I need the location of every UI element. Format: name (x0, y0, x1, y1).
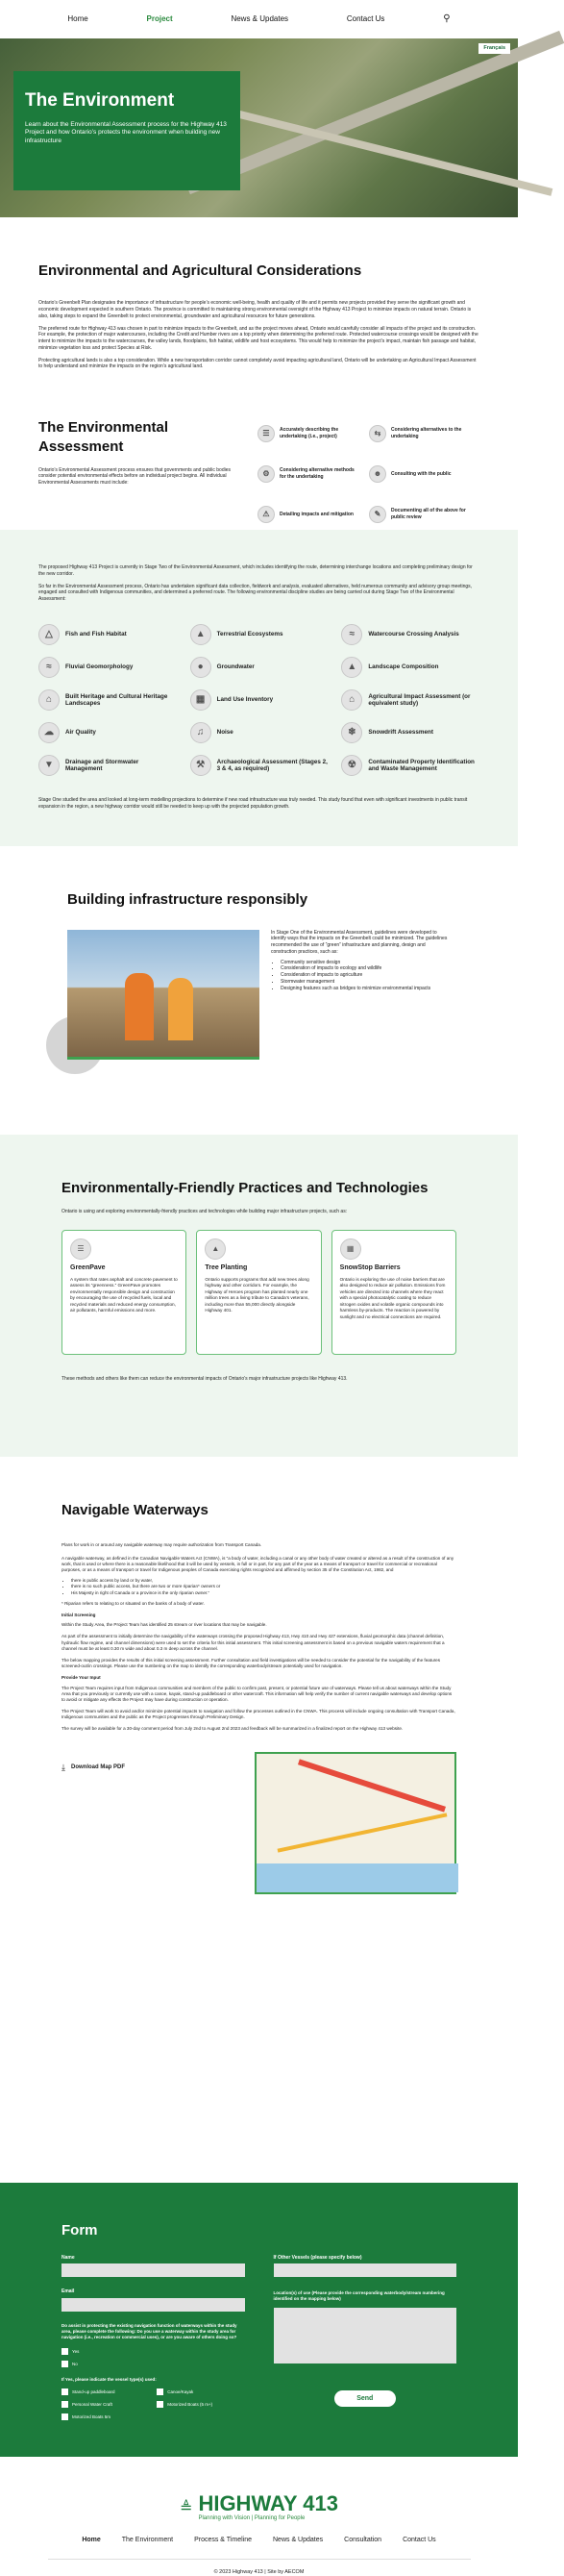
vessel-label: Canoe/Kayak (167, 2388, 194, 2394)
people-icon: ☻ (369, 465, 386, 483)
footer-logo[interactable] (0, 2493, 518, 2522)
vessel-option[interactable] (61, 2388, 149, 2395)
discipline-label: Snowdrift Assessment (368, 729, 433, 737)
waterways-p6: The Project Team will work to avoid and/or minimize potential impacts to navigation and follow the processes outlined in the CNWA. This process will include ongoing consultation with Transport Canada, Indigenous communities and the public as the Project progresses through Preliminary Design. (61, 1709, 455, 1720)
download-icon: ⤓ (61, 1762, 65, 1772)
ea-title: The Environmental Assessment (38, 419, 169, 456)
waterways-section (0, 1457, 518, 2183)
waterways-p1: A navigable waterway, as defined in the Canadian Navigable Waters Act (CNWA), is “a body of water, including a canal or any other body of water created or altered as a result of the construction of any work, that is used or where there is a reasonable likelihood that it will be used by vessels, in full or in part, for any part of the year as a means of transport or travel for commercial or recreational purposes, or as a means of transport or travel for Indigenous peoples of Canada exercising rights recognized and affirmed by section 35 of the Constitution Act, 1982, and (61, 1555, 454, 1573)
building-bullet: • Consideration of impacts to agriculture (281, 972, 451, 979)
discipline-label: Fish and Fish Habitat (65, 631, 127, 638)
vessel-checkbox[interactable] (157, 2401, 163, 2408)
discipline-item (190, 755, 329, 776)
hero-subtitle: Learn about the Environmental Assessment process for the Highway 413 Project and how Ontario’s protects the environment when building new infrastructure (25, 120, 227, 144)
eco-outro: These methods and others like them can reduce the environmental impacts of Ontario’s major infrastructure projects like Highway 413. (61, 1376, 348, 1383)
landscape-icon: ▲ (341, 657, 362, 678)
building-section (0, 846, 518, 1135)
ea-item (369, 459, 473, 489)
env-ag-title: Environmental and Agricultural Considerations (38, 263, 362, 279)
ea-item (369, 499, 473, 530)
discipline-label: Watercourse Crossing Analysis (368, 631, 459, 638)
vessel-question: If Yes, please indicate the vessel type(s) used: (61, 2377, 157, 2383)
vessel-label: Motorized Boats (5 m+) (167, 2401, 213, 2407)
discipline-item (341, 755, 479, 776)
discipline-item (38, 624, 177, 645)
waterways-p7: The survey will be available for a 30-day comment period from July 2nd to August 2nd 2023 and feedback will be summarized in a finalized report on the Highway 413 website. (61, 1726, 404, 1732)
no-option[interactable] (61, 2361, 245, 2367)
heritage-icon: ⌂ (38, 689, 60, 711)
download-map-link[interactable] (61, 1762, 125, 1773)
hero-banner (0, 38, 518, 217)
ea-item (369, 418, 473, 449)
impacts-icon: ⚠ (257, 506, 275, 523)
eco-cards (61, 1230, 456, 1355)
waterways-p4: The below mapping provides the results of this initial screening assessment. Further consultation and field investigations will be needed to consider the potential for the navigability of the features screened-out/in crossings. Please use the numbering on the map to identify the corresponding waterbody/stream potentially used for navigation. (61, 1657, 441, 1669)
waterways-bullet: • there is public access by land or by water, (71, 1578, 456, 1584)
building-bullet: • Consideration of impacts to ecology and wildlife (281, 965, 451, 972)
navigation-question: Do assist in protecting the existing navigation function of waterways within the study area, please complete the following: Do you use a waterway within the study area for navigation (i.e., recreation or commercial uses), or are you aware of others doing so? (61, 2323, 237, 2340)
top-nav (0, 0, 518, 38)
vessel-label: Stand-up paddleboard (72, 2388, 115, 2394)
no-checkbox[interactable] (61, 2361, 68, 2367)
vessel-label: Motorized Boats 5m (72, 2413, 111, 2419)
discipline-label: Noise (216, 729, 233, 737)
riparian-note: * Riparian refers to relating to or situated on the banks of a body of water. (61, 1600, 205, 1606)
waterways-p3: As part of the assessment to initially determine the navigability of the waterways crossing the proposed Highway 413, Hwy 410 and Hwy 427 extensions, fluvial geomorphic data (channel definition, hydraulic flow regime, and channel dimensions) were used to set the criteria for this initial assessment. This initial screening assessment is based on a previous navigable waters requirement that a channel must be at least 0.30 m wide and about 0.3 m deep across the channel. (61, 1634, 445, 1651)
page-title: The Environment (25, 90, 175, 111)
other-vessels-label: If Other Vessels (please specify below) (273, 2254, 362, 2261)
footer-contact[interactable]: Contact Us (403, 2537, 436, 2544)
discipline-item (341, 657, 479, 678)
drain-icon: ▼ (38, 755, 60, 776)
report-icon: ✎ (369, 506, 386, 523)
eco-intro: Ontario is using and exploring environmentally-friendly practices and technologies while building major infrastructure projects, such as: (61, 1208, 348, 1214)
footer-environment[interactable]: The Environment (121, 2537, 174, 2544)
footer (0, 2457, 518, 2576)
yes-checkbox[interactable] (61, 2348, 68, 2355)
discipline-grid (38, 624, 479, 776)
smogstop-card (331, 1230, 456, 1355)
ea-item-label: Consulting with the public (391, 470, 452, 477)
discipline-label: Landscape Composition (368, 663, 439, 671)
waterways-bullet: • there is no such public access, but there are two or more riparian* owners or (71, 1584, 456, 1589)
copyright: © 2023 Highway 413 | Site by AECOM (213, 2568, 305, 2575)
discipline-label: Built Heritage and Cultural Heritage Landscapes (65, 692, 168, 707)
footer-home[interactable]: Home (82, 2537, 101, 2544)
ea-item (257, 459, 361, 489)
vessel-option[interactable] (61, 2413, 149, 2420)
noise-icon: ♫ (190, 722, 211, 743)
name-label: Name (61, 2254, 75, 2261)
discipline-item (341, 624, 479, 645)
vessel-option[interactable] (157, 2388, 244, 2395)
ea-item-label: Documenting all of the above for public review (391, 508, 466, 520)
footer-news[interactable]: News & Updates (273, 2537, 324, 2544)
discipline-item (190, 624, 329, 645)
droplet-icon: ● (190, 657, 211, 678)
yes-option[interactable] (61, 2348, 245, 2355)
discipline-item (190, 722, 329, 743)
building-title: Building infrastructure responsibly (67, 891, 308, 909)
construction-workers-image (67, 930, 259, 1060)
discipline-item (341, 722, 479, 743)
document-icon: ☰ (257, 425, 275, 442)
discipline-item (38, 755, 177, 776)
env-ag-section (0, 217, 518, 370)
discipline-item (38, 689, 177, 711)
shovel-icon: ⚒ (190, 755, 211, 776)
ea-item-label: Accurately describing the undertaking (i.e., project) (280, 427, 339, 439)
language-toggle[interactable]: Français (478, 43, 510, 54)
card-text: Ontario is exploring the use of noise barriers that are also designed to reduce air pollution. Emissions from vehicles are directed into channels where they react with a special photocatalytic coating to reduce nitrogen oxides and volatile organic compounds into harmless by-products. The reaction is powered by sunlight and no electrical connections are required. (339, 1276, 446, 1319)
building-bullet: • Designing features such as bridges to minimize environmental impacts (281, 986, 451, 992)
no-label: No (72, 2361, 78, 2366)
tree-icon: ▲ (190, 624, 211, 645)
discipline-item (190, 657, 329, 678)
stage-p1: The proposed Highway 413 Project is currently in Stage Two of the Environmental Assessment, which includes identifying the route, determining interchange locations and completing preliminary design for the new corridor. (38, 564, 473, 577)
vessel-checkbox[interactable] (157, 2388, 163, 2395)
discipline-label: Land Use Inventory (216, 696, 274, 704)
barrier-icon: ▦ (340, 1238, 361, 1260)
provide-input-heading: Provide Your Input (61, 1675, 101, 1681)
alternatives-icon: ⇆ (369, 425, 386, 442)
other-vessels-field[interactable] (274, 2263, 457, 2277)
building-bullet: • Stormwater management (281, 979, 451, 986)
send-button[interactable]: Send (334, 2390, 396, 2407)
cloud-icon: ☁ (38, 722, 60, 743)
highway-logo-icon: ≜ (180, 2499, 193, 2516)
search-icon[interactable]: ⚲ (443, 13, 451, 25)
ea-requirements (257, 418, 473, 530)
building-intro: In Stage One of the Environmental Assessment, guidelines were developed to identify ways that the impacts on the Greenbelt could be minimized. The guidelines recommended the use of “green” infrastructure and planning, design and construction practices, such as: (271, 929, 448, 955)
vessel-checkbox[interactable] (61, 2413, 68, 2420)
waterways-p0: Plans for work in or around any navigable waterway may require authorization from Transport Canada. (61, 1541, 262, 1547)
barn-icon: ⌂ (341, 689, 362, 711)
vessel-option[interactable] (157, 2401, 244, 2408)
form-section (0, 2183, 518, 2457)
waterways-title: Navigable Waterways (61, 1502, 208, 1519)
road-icon: ☰ (70, 1238, 91, 1260)
nav-contact[interactable]: Contact Us (346, 13, 385, 23)
card-text: Ontario supports programs that add new trees along highway and other corridors. For example, the Highway of Heroes program has planted nearly one million trees as a living tribute to Canada’s veterans, including more than 55,000 directly alongside Highway 401. (205, 1276, 309, 1313)
greenpave-card (61, 1230, 186, 1355)
lake-area (257, 1863, 458, 1892)
env-ag-p3: Protecting agricultural lands is also a top consideration. While a new transportation corridor cannot completely avoid impacting agricultural land, Ontario will be undertaking an Agricultural Impact Assessment to help understand and minimize the impacts on the region’s agricultural land. (38, 357, 477, 370)
discipline-item (38, 722, 177, 743)
name-field[interactable] (61, 2263, 245, 2277)
waterways-map[interactable] (255, 1752, 456, 1894)
discipline-item (38, 657, 177, 678)
land-use-icon: ▦ (190, 689, 211, 711)
discipline-label: Contaminated Property Identification and Waste Management (368, 758, 475, 772)
hero-card (13, 71, 240, 190)
vessel-option[interactable] (61, 2401, 149, 2408)
discipline-item (341, 689, 479, 711)
stage-p3: Stage One studied the area and looked at long-term modelling projections to determine if new road infrastructure was truly needed. This study found that even with significant investments in public transit expansion in the region, a new highway corridor would still be needed to keep up with the projected population growth. (38, 796, 468, 810)
worker-figure (168, 978, 193, 1040)
discipline-label: Air Quality (65, 729, 96, 737)
vessel-options (61, 2388, 245, 2426)
discipline-item (190, 689, 329, 711)
fish-icon: △ (38, 624, 60, 645)
logo-text: HIGHWAY 413 (198, 2491, 338, 2516)
download-label: Download Map PDF (70, 1763, 125, 1770)
email-label: Email (61, 2288, 75, 2295)
location-label: Location(s) of use (Please provide the corresponding waterbody/stream numbering identified on the mapping below) (273, 2290, 445, 2302)
ea-desc: Ontario’s Environmental Assessment process ensures that governments and public bodies consider potential environmental effects before an individual project begins. All individual Environmental Assessments must include: (38, 466, 232, 486)
waterways-p2: Within the Study Area, the Project Team has identified 25 stream or river locations that may be navigable. (61, 1622, 267, 1628)
nav-home[interactable]: Home (67, 13, 88, 23)
logo-tagline: Planning with Vision | Planning for People (198, 2515, 306, 2522)
card-title: SnowStop Barriers (339, 1264, 401, 1272)
river-icon: ≈ (38, 657, 60, 678)
vessel-checkbox[interactable] (61, 2401, 68, 2408)
ea-item-label: Considering alternatives to the undertaking (391, 427, 462, 439)
nav-news[interactable]: News & Updates (231, 13, 289, 23)
worker-figure (125, 973, 154, 1040)
env-ag-p2: The preferred route for Highway 413 was chosen in part to minimize impacts to the Greenbelt, and as the project moves ahead, Ontario would carefully consider all impacts of the project and its construction. For example, the protection of major watercourses, including the Credit and Humber rivers are a top priority when determining the preferred route. Protected watercourse crossings would be designed with the intent to minimize the impacts to the watercourses, the valley lands, floodplains, fish habitat, wildlife and host ecosystems. This would help to minimize the project’s impact, maintain fish passage and habitat, minimize vegetation loss and protect Species at Risk. (38, 325, 478, 351)
discipline-label: Drainage and Stormwater Management (65, 758, 139, 772)
ea-item (257, 499, 361, 530)
waterways-bullet: • His Majesty in right of Canada or a province is the only riparian owner.” (71, 1590, 456, 1596)
email-field[interactable] (61, 2298, 245, 2312)
tree-icon: ▲ (205, 1238, 226, 1260)
ea-section (0, 376, 518, 530)
card-title: Tree Planting (205, 1264, 248, 1272)
footer-nav (0, 2536, 518, 2544)
discipline-label: Archaeological Assessment (Stages 2, 3 & 4, as required) (216, 758, 328, 772)
nav-project[interactable]: Project (146, 13, 173, 23)
snowflake-icon: ❄ (341, 722, 362, 743)
discipline-label: Groundwater (216, 663, 255, 671)
location-textarea[interactable] (274, 2308, 457, 2363)
waterways-p5: The Project Team requires input from Indigenous communities and members of the public to confirm past, present, or potential future use of waterways. Please tell us about waterways within the Study Area that you previously or currently use with a canoe, kayak, stand-up paddleboard or other watercraft. This information will help verify the number of current navigable waterways and develop options to avoid or mitigate any effects the Project may have during construction or operation. (61, 1685, 453, 1702)
ea-item (257, 418, 361, 449)
discipline-label: Terrestrial Ecosystems (216, 631, 283, 638)
stage-p2: So far in the Environmental Assessment process, Ontario has undertaken significant data collection, fieldwork and analysis, evaluated alternatives, held numerous community and advisory group meetings, engaged and consulted with Indigenous communities, and determined a preferred route. The following environmental discipline studies are being carried out during Stage Two of the Environmental Assessment: (38, 583, 473, 602)
card-text: A system that rates asphalt and concrete pavement to assess its “greenness.” GreenPave promotes environmentally responsible design and construction by encouraging the use of recycled fuels, local and recycled materials and reduced energy consumption, air pollutants, harmful emissions and more. (70, 1276, 178, 1313)
env-ag-p1: Ontario’s Greenbelt Plan designates the importance of infrastructure for people’s economic well-being, health and quality of life and it permits new projects provided they serve the significant growth and economic development expected in southern Ontario. The province is committed to maintaining strong environmental oversight of the Highway 413 Project to minimize impacts on natural terrain. Ontario is also, taking steps to expand the Greenbelt to protect environmental, groundwater and agricultural resources for future generations. (38, 300, 472, 319)
route-line (298, 1759, 446, 1812)
tree-planting-card (196, 1230, 321, 1355)
eco-section (0, 1135, 518, 1457)
ea-item-label: Detailing impacts and mitigation (280, 511, 354, 517)
building-list (271, 960, 451, 992)
card-title: GreenPave (70, 1264, 106, 1272)
route-line (278, 1813, 448, 1852)
barrel-icon: ☢ (341, 755, 362, 776)
vessel-checkbox[interactable] (61, 2388, 68, 2395)
footer-process[interactable]: Process & Timeline (194, 2537, 252, 2544)
form-title: Form (61, 2222, 98, 2239)
methods-icon: ⚙ (257, 465, 275, 483)
discipline-label: Fluvial Geomorphology (65, 663, 134, 671)
yes-label: Yes (72, 2348, 80, 2354)
bridge-icon: ≈ (341, 624, 362, 645)
discipline-label: Agricultural Impact Assessment (or equivalent study) (368, 692, 471, 707)
footer-divider (48, 2559, 471, 2560)
stage-two-section (0, 530, 518, 846)
footer-consultation[interactable]: Consultation (344, 2537, 382, 2544)
building-bullet: • Community sensitive design (281, 960, 451, 966)
ea-item-label: Considering alternative methods for the undertaking (280, 467, 355, 480)
waterways-list (61, 1578, 456, 1596)
vessel-label: Personal Water Craft (72, 2401, 112, 2407)
initial-screening-heading: Initial Screening (61, 1613, 96, 1617)
eco-title: Environmentally-Friendly Practices and Technologies (61, 1180, 429, 1197)
